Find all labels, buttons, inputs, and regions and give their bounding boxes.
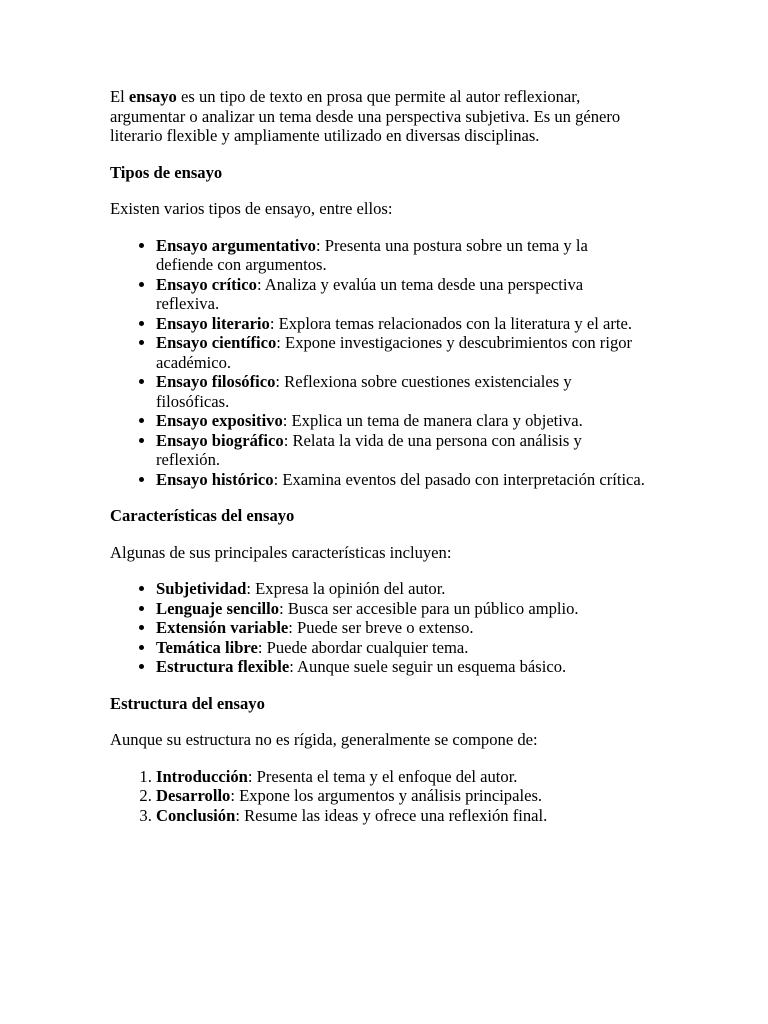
intro-bold-term: ensayo [128,87,177,106]
list-item-text: : Analiza y evalúa un tema desde una perspectiva reflexiva. [156,274,584,313]
list-item-term: Ensayo biográfico [156,430,284,450]
section-heading-tipos: Tipos de ensayo [110,162,223,182]
list-item-term: Temática libre [156,637,258,657]
section-lead-caracteristicas: Algunas de sus principales características incluyen: [110,542,452,562]
section-lead-estructura: Aunque su estructura no es rígida, generalmente se compone de: [110,730,538,749]
list-item [156,657,645,677]
list-item-text: : Expone investigaciones y descubrimientos con rigor académico. [156,333,633,372]
list-item [156,599,645,619]
intro-prefix: El [110,87,129,106]
list-item [156,372,645,411]
list-item-term: Ensayo literario [156,313,270,333]
list-item-term: Extensión variable [156,618,289,637]
list-item-text: : Puede ser breve o extenso. [288,618,474,637]
list-item [156,806,645,826]
caracteristicas-list [110,579,645,677]
list-item-text: : Relata la vida de una persona con análisis y reflexión. [156,430,582,469]
list-item-text: : Examina eventos del pasado con interpretación crítica. [273,469,645,489]
document-page [110,87,645,842]
estructura-list [110,767,645,826]
list-item-term: Subjetividad [156,579,247,598]
list-item-term: Introducción [156,766,248,786]
list-item [156,333,645,372]
list-item-term: Lenguaje sencillo [156,598,280,618]
list-item-term: Conclusión [156,805,236,825]
list-item [156,431,645,470]
list-item-text: : Busca ser accesible para un público amplio. [279,598,579,618]
list-item [156,579,645,599]
list-item [156,314,645,334]
tipos-list [110,236,645,490]
list-item [156,470,645,490]
list-item-text: : Explica un tema de manera clara y objetiva. [282,411,583,430]
list-item-term: Estructura flexible [156,657,290,676]
list-item-term: Ensayo argumentativo [156,235,316,255]
section-heading-caracteristicas: Características del ensayo [110,506,295,525]
list-item-term: Ensayo filosófico [156,372,276,391]
list-item [156,638,645,658]
list-item [156,275,645,314]
section-heading-estructura: Estructura del ensayo [110,693,265,713]
list-item-text: : Expresa la opinión del autor. [246,579,446,598]
list-item-text: : Resume las ideas y ofrece una reflexión final. [235,805,548,825]
list-item-text: : Presenta una postura sobre un tema y la defiende con argumentos. [156,235,588,274]
list-item-text: : Expone los argumentos y análisis principales. [230,786,543,805]
list-item-text: : Puede abordar cualquier tema. [257,637,469,657]
list-item-text: : Aunque suele seguir un esquema básico. [289,657,567,676]
list-item-term: Ensayo crítico [156,274,257,294]
list-item [156,618,645,638]
list-item-text: : Reflexiona sobre cuestiones existenciales y filosóficas. [156,372,572,411]
section-lead-tipos: Existen varios tipos de ensayo, entre ellos: [110,199,393,218]
list-item-term: Ensayo histórico [156,469,274,489]
list-item-text: : Explora temas relacionados con la literatura y el arte. [269,313,632,333]
list-item-term: Ensayo científico [156,333,277,352]
list-item-text: : Presenta el tema y el enfoque del autor. [247,766,518,786]
list-item [156,786,645,806]
intro-suffix: es un tipo de texto en prosa que permite al autor reflexionar, argumentar o analizar un tema desde una perspectiva subjetiva. Es un género literario flexible y ampliamente utilizado en diversas disciplinas. [110,87,621,145]
list-item-term: Desarrollo [156,786,231,805]
intro-paragraph [110,87,645,146]
list-item [156,411,645,431]
list-item [156,236,645,275]
list-item-term: Ensayo expositivo [156,411,283,430]
list-item [156,767,645,787]
